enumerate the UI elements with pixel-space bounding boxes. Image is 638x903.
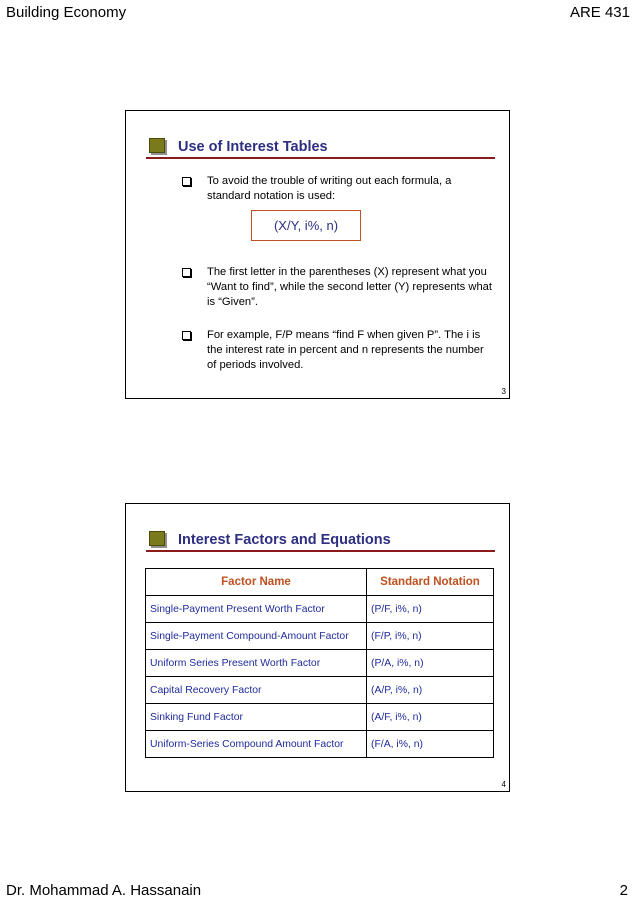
checkbox-bullet-icon [182, 331, 191, 340]
factor-name-cell: Single-Payment Present Worth Factor [146, 596, 367, 623]
table-row [146, 623, 494, 650]
interest-factors-table [145, 568, 494, 758]
checkbox-bullet-icon [182, 268, 191, 277]
notation-cell: (P/F, i%, n) [367, 596, 494, 623]
factor-name-cell: Uniform-Series Compound Amount Factor [146, 731, 367, 758]
factor-name-cell: Capital Recovery Factor [146, 677, 367, 704]
bullet-text: For example, F/P means “find F when given P”. The i is the interest rate in percent and n represents the number of periods involved. [207, 329, 484, 371]
factor-name-cell: Single-Payment Compound-Amount Factor [146, 623, 367, 650]
factor-name-cell: Sinking Fund Factor [146, 704, 367, 731]
table-row [146, 596, 494, 623]
title-divider [146, 157, 495, 159]
notation-cell: (P/A, i%, n) [367, 650, 494, 677]
notation-box: (X/Y, i%, n) [251, 210, 361, 241]
bullet-text: The first letter in the parentheses (X) represent what you “Want to find”, while the second letter (Y) represents what is “Given”. [207, 266, 492, 308]
document-header-title: Building Economy [6, 4, 127, 21]
slide-4 [125, 503, 510, 792]
table-row [146, 650, 494, 677]
slide-title: Use of Interest Tables [178, 139, 328, 155]
factor-name-cell: Uniform Series Present Worth Factor [146, 650, 367, 677]
course-code: ARE 431 [569, 4, 630, 21]
slide-title: Interest Factors and Equations [178, 532, 391, 548]
title-divider [146, 550, 495, 552]
column-header: Factor Name [146, 569, 367, 596]
title-square-icon [149, 531, 165, 546]
notation-cell: (F/A, i%, n) [367, 731, 494, 758]
notation-cell: (A/P, i%, n) [367, 677, 494, 704]
table-header-row [146, 569, 494, 596]
bullet-text: To avoid the trouble of writing out each formula, a standard notation is used: [207, 175, 452, 202]
slide-number: 4 [501, 780, 506, 789]
column-header: Standard Notation [367, 569, 494, 596]
title-square-icon [149, 138, 165, 153]
table-row [146, 704, 494, 731]
slide-3 [125, 110, 510, 399]
table-row [146, 731, 494, 758]
author-name: Dr. Mohammad A. Hassanain [6, 882, 202, 899]
table-row [146, 677, 494, 704]
checkbox-bullet-icon [182, 177, 191, 186]
slide-number: 3 [501, 387, 506, 396]
page-number: 2 [619, 882, 628, 899]
notation-cell: (A/F, i%, n) [367, 704, 494, 731]
notation-cell: (F/P, i%, n) [367, 623, 494, 650]
